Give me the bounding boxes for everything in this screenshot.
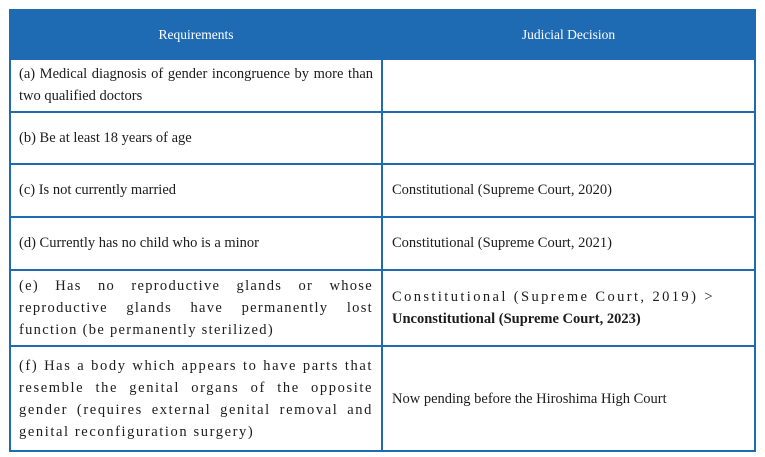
header-judicial-decision: Judicial Decision (382, 10, 755, 59)
decision-cell: Constitutional (Supreme Court, 2020) (382, 164, 755, 217)
decision-cell (382, 59, 755, 112)
decision-cell: Now pending before the Hiroshima High Court (382, 346, 755, 451)
decision-text: Constitutional (Supreme Court, 2019) > (392, 288, 715, 305)
requirement-cell: (c) Is not currently married (10, 164, 382, 217)
table-row (10, 346, 755, 451)
decision-cell (382, 270, 755, 346)
decision-text-bold: Unconstitutional (Supreme Court, 2023) (392, 310, 641, 327)
decision-cell: Constitutional (Supreme Court, 2021) (382, 217, 755, 270)
requirement-cell: (e) Has no reproductive glands or whose reproductive glands have permanently lost function (be permanently sterilized) (10, 270, 382, 346)
table-row (10, 59, 755, 112)
decision-cell (382, 112, 755, 164)
requirement-cell: (d) Currently has no child who is a minor (10, 217, 382, 270)
requirement-cell: (a) Medical diagnosis of gender incongruence by more than two qualified doctors (10, 59, 382, 112)
table-row (10, 217, 755, 270)
requirement-cell: (f) Has a body which appears to have parts that resemble the genital organs of the opposite gender (requires external genital removal and genital reconfiguration surgery) (10, 346, 382, 451)
requirement-cell: (b) Be at least 18 years of age (10, 112, 382, 164)
table-row (10, 164, 755, 217)
table-row (10, 270, 755, 346)
requirements-table (9, 9, 756, 452)
header-row (10, 10, 755, 59)
header-requirements: Requirements (10, 10, 382, 59)
table-row (10, 112, 755, 164)
